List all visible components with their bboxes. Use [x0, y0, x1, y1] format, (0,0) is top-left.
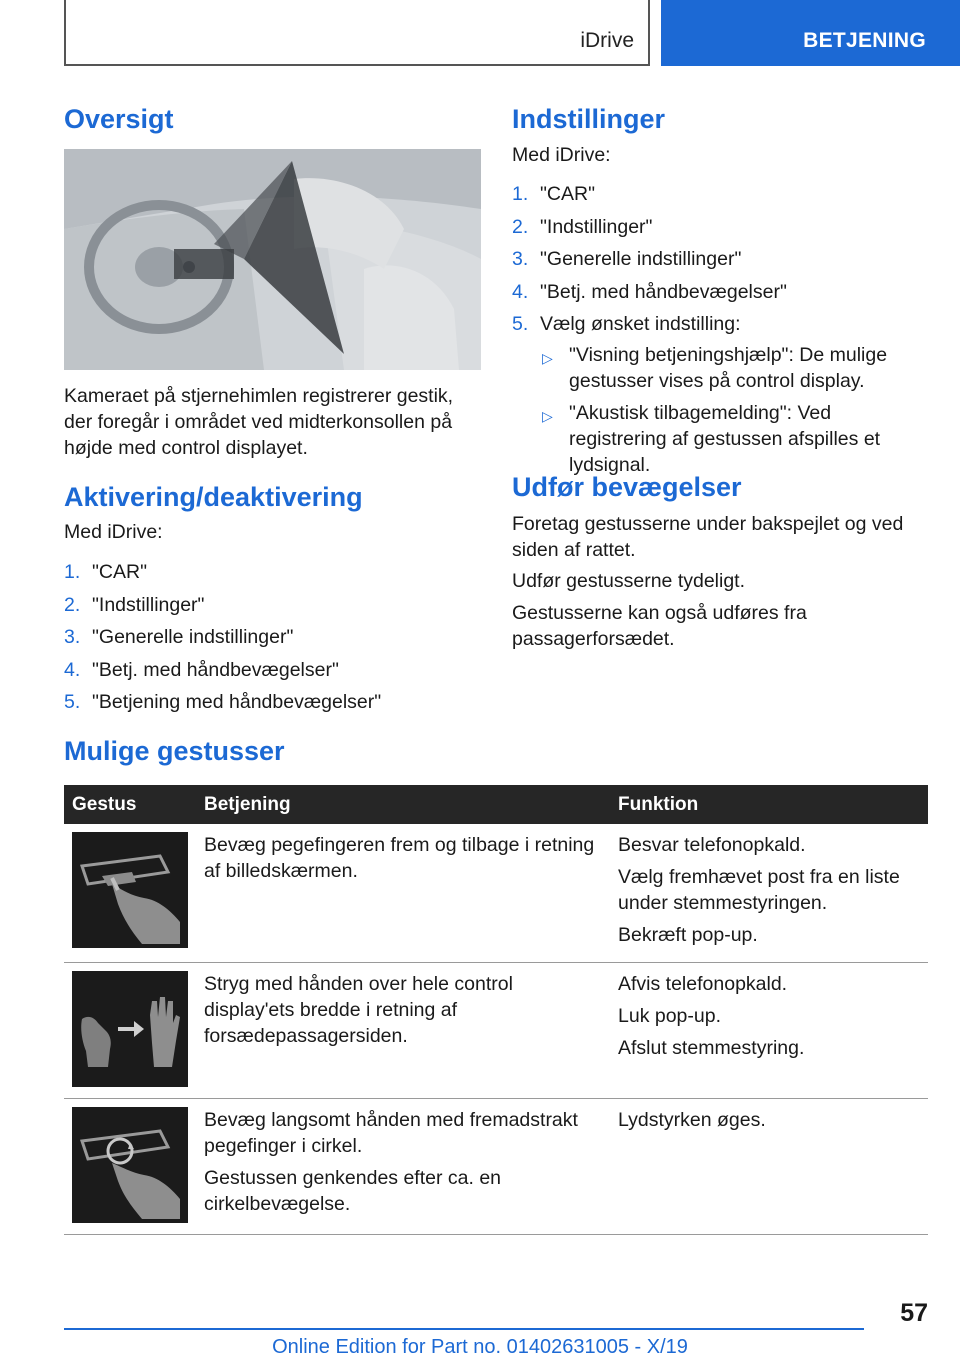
function-text: Bekræft pop-up. [618, 924, 758, 946]
function-text: Lydstyrken øges. [618, 1109, 766, 1131]
step-number: 4. [64, 658, 81, 681]
table-row [64, 1099, 928, 1235]
list-item [512, 342, 932, 394]
page-number: 57 [900, 1299, 928, 1327]
function-cell [610, 963, 928, 1099]
car-interior-illustration [64, 149, 481, 370]
perform-paragraph: Gestusserne kan også udføres fra passagerforsædet. [512, 602, 807, 650]
operation-cell [196, 824, 610, 963]
step-number: 5. [512, 313, 529, 336]
operation-text: Bevæg pegefingeren frem og tilbage i retning af billedskærmen. [204, 834, 595, 882]
step-text: "Betjening med håndbevægelser" [92, 691, 382, 714]
step-text: "Generelle indstillinger" [92, 626, 294, 649]
step-text: "Indstillinger" [92, 593, 205, 616]
step-text: "Betj. med håndbevægelser" [540, 280, 787, 303]
header-chapter-label: BETJENING [803, 29, 926, 52]
substep-text: "Visning betjeningshjælp": De mulige gestusser vises på control display. [569, 344, 888, 392]
table-header-row [64, 785, 928, 824]
step-number: 3. [512, 248, 529, 271]
function-text: Vælg fremhævet post fra en liste under stemmestyringen. [618, 866, 900, 914]
overview-title: Oversigt [64, 104, 174, 134]
activation-title: Aktivering/deaktivering [64, 482, 363, 512]
table-row [64, 963, 928, 1099]
settings-intro: Med iDrive: [512, 144, 611, 166]
column-header-operation: Betjening [196, 785, 610, 824]
step-number: 1. [512, 183, 529, 205]
step-text: "Betj. med håndbevægelser" [92, 658, 339, 681]
column-header-function: Funktion [610, 785, 928, 824]
table-row [64, 824, 928, 963]
gestures-title: Mulige gestusser [64, 736, 285, 766]
step-number: 1. [64, 561, 81, 583]
operation-text: Stryg med hånden over hele control display'ets bredde i retning af forsædepassagersiden. [204, 973, 513, 1047]
hand-swipe-icon [72, 971, 188, 1087]
gesture-cell [64, 824, 196, 963]
operation-cell [196, 1099, 610, 1235]
function-cell [610, 824, 928, 963]
step-text: "Generelle indstillinger" [540, 248, 742, 271]
header-chapter-tab [661, 0, 960, 66]
step-number: 2. [512, 215, 529, 238]
operation-text: Gestussen genkendes efter ca. en cirkelbevægelse. [204, 1167, 502, 1215]
step-text: Vælg ønsket indstilling: [540, 313, 741, 336]
finger-circle-icon [72, 1107, 188, 1223]
header-section-label: iDrive [580, 29, 634, 52]
perform-paragraph: Foretag gestusserne under bakspejlet og ved siden af rattet. [512, 513, 904, 561]
gesture-cell [64, 963, 196, 1099]
perform-title: Udfør bevægelser [512, 472, 742, 502]
operation-cell [196, 963, 610, 1099]
settings-title: Indstillinger [512, 104, 666, 134]
substep-text: "Akustisk tilbagemelding": Ved registrering af gestussen afspilles et lydsignal. [569, 402, 881, 476]
header-section-tab [64, 0, 650, 66]
perform-paragraph: Udfør gestusserne tydeligt. [512, 570, 746, 592]
function-text: Afslut stemmestyring. [618, 1037, 805, 1059]
step-text: "CAR" [92, 561, 148, 583]
step-number: 5. [64, 691, 81, 714]
column-header-gesture: Gestus [64, 785, 196, 824]
function-text: Besvar telefonopkald. [618, 834, 806, 856]
activation-intro: Med iDrive: [64, 521, 163, 543]
step-text: "Indstillinger" [540, 215, 653, 238]
gesture-cell [64, 1099, 196, 1235]
step-number: 2. [64, 593, 81, 616]
step-number: 4. [512, 280, 529, 303]
triangle-bullet-icon: ▷ [542, 408, 553, 424]
settings-substeps [512, 342, 932, 484]
function-text: Luk pop-up. [618, 1005, 721, 1027]
triangle-bullet-icon: ▷ [542, 350, 553, 366]
gestures-table [64, 785, 928, 1235]
overview-caption: Kameraet på stjernehimlen registrerer gestik, der foregår i området ved midterkonsollen på højde med control displayet. [64, 385, 454, 459]
footer-divider [64, 1328, 864, 1330]
footer-edition-text: Online Edition for Part no. 01402631005 - X/19 [272, 1336, 688, 1358]
step-text: "CAR" [540, 183, 596, 205]
pointing-finger-icon [72, 832, 188, 948]
camera-detection-zone-illustration [64, 149, 481, 370]
function-cell [610, 1099, 928, 1235]
step-number: 3. [64, 626, 81, 649]
function-text: Afvis telefonopkald. [618, 973, 788, 995]
list-item [512, 400, 932, 478]
operation-text: Bevæg langsomt hånden med fremadstrakt pegefinger i cirkel. [204, 1109, 578, 1157]
